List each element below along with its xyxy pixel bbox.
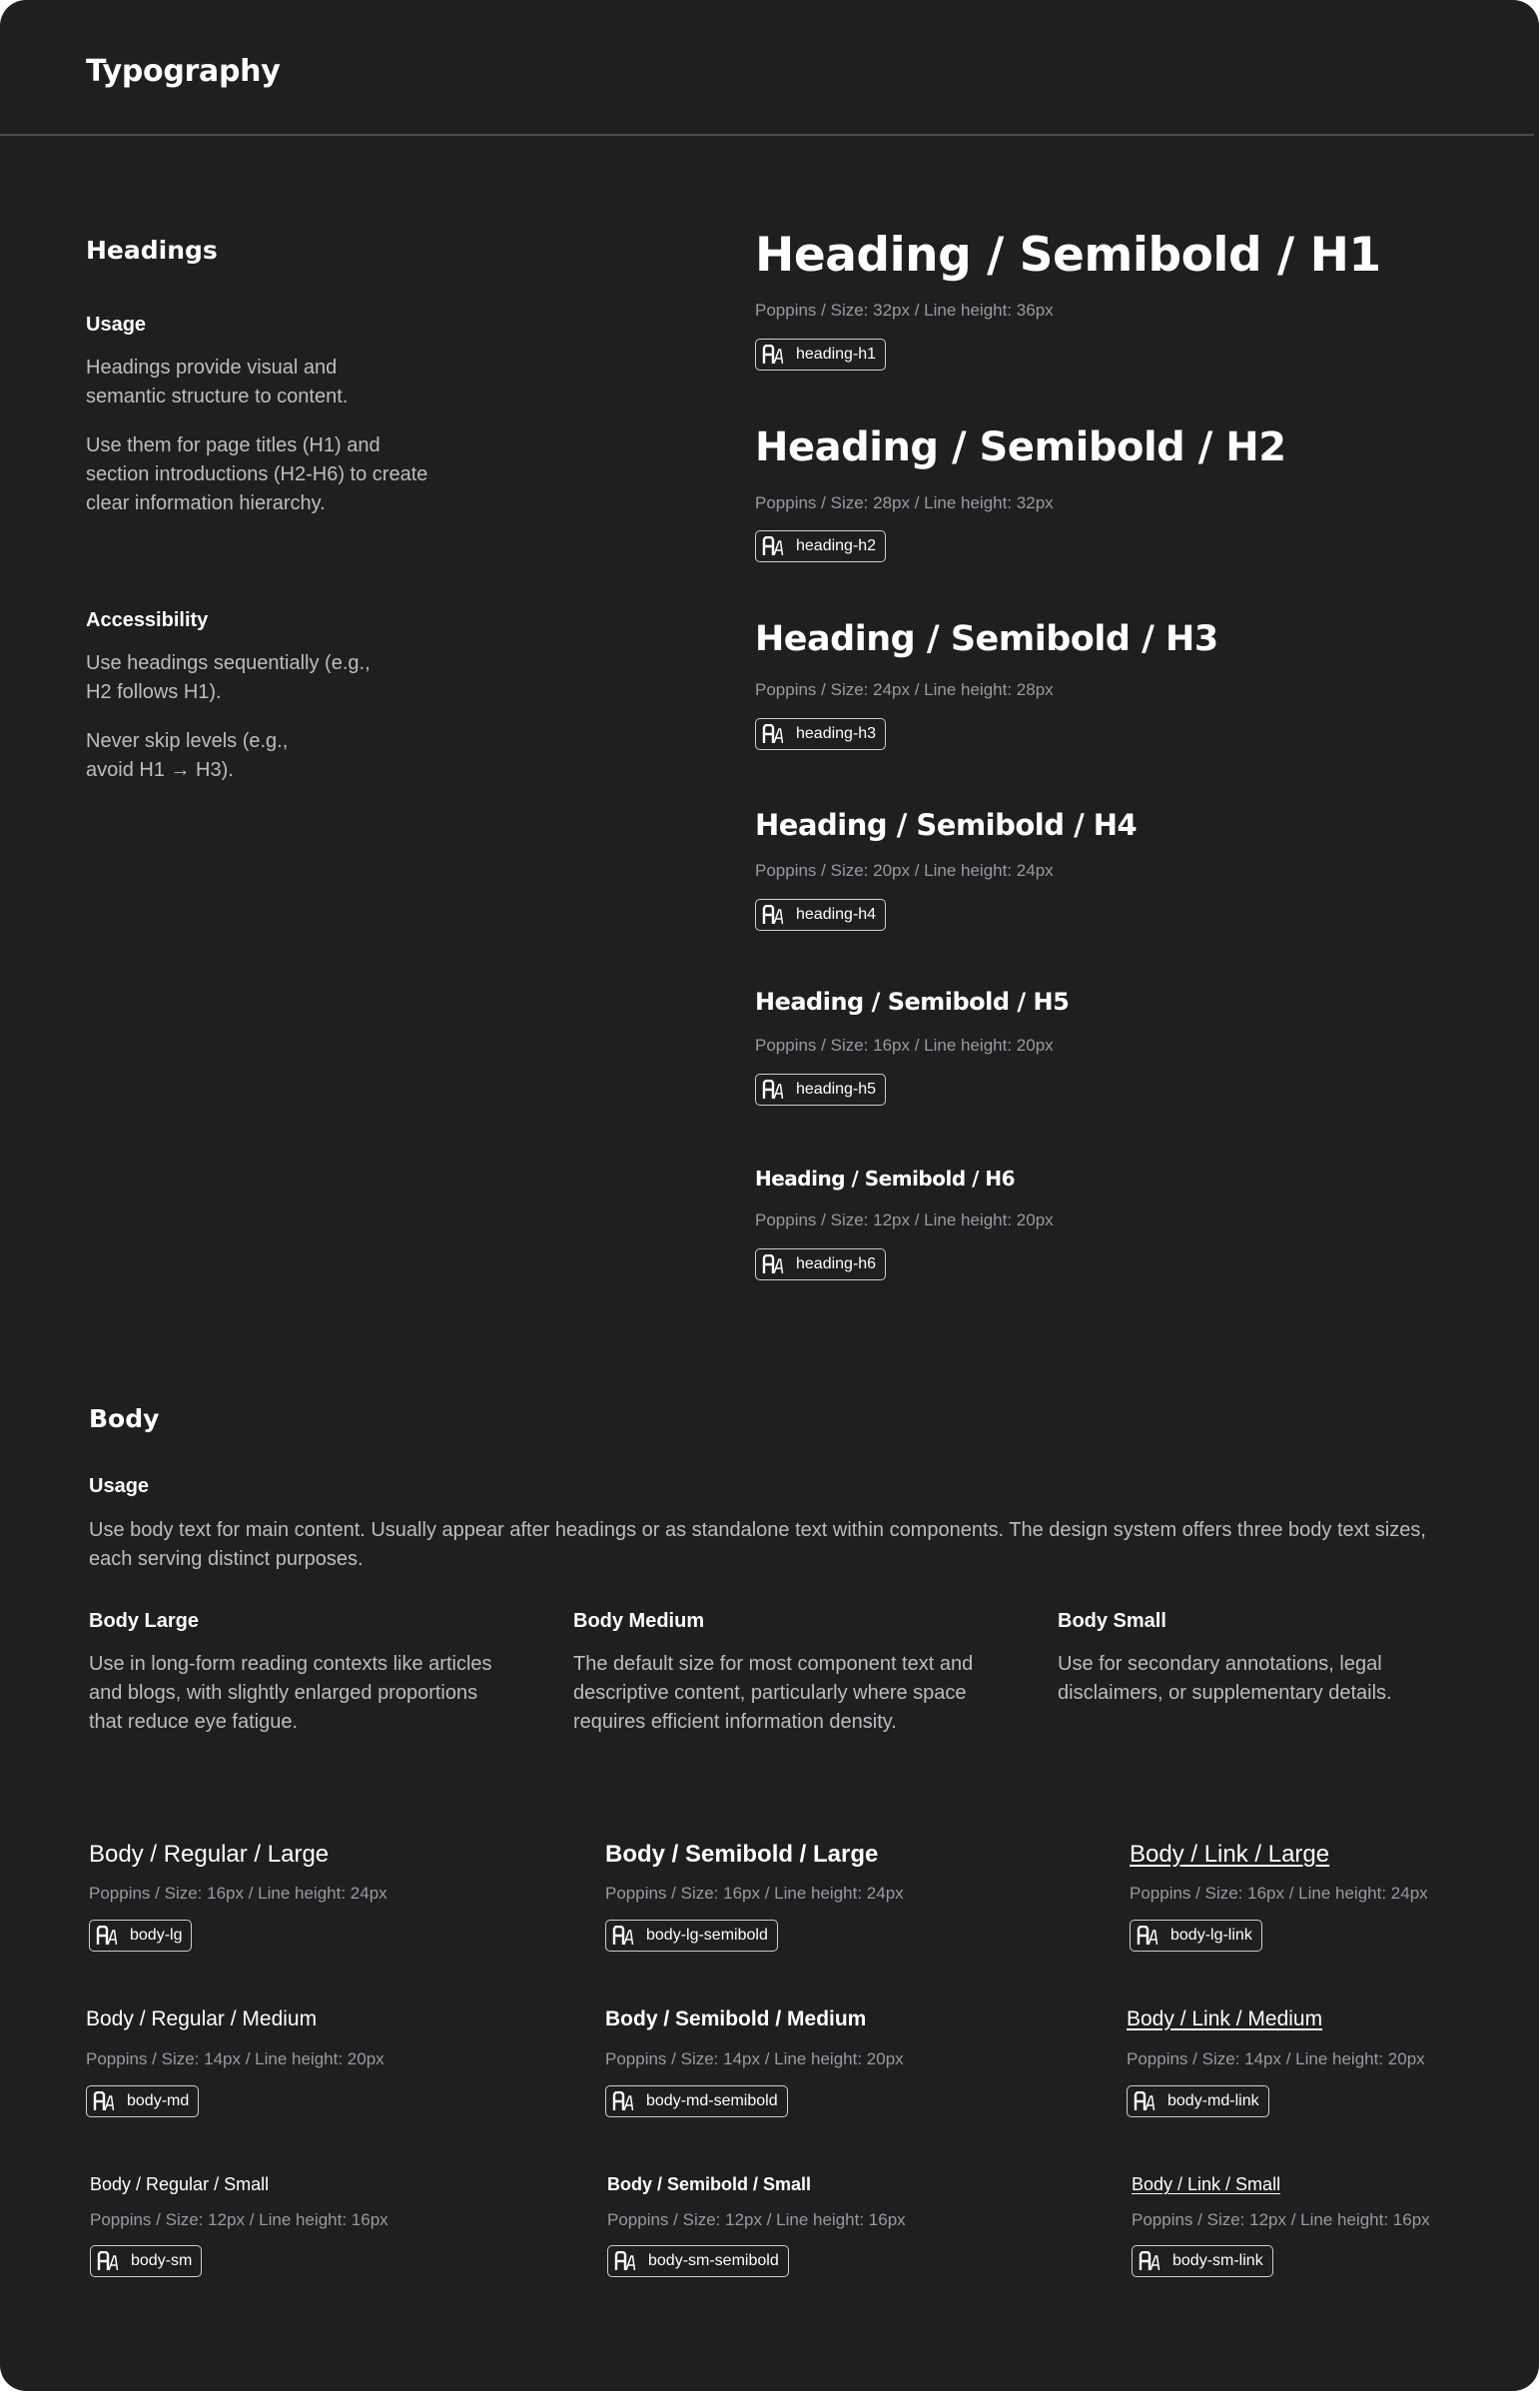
body-sm-link-sample[interactable]: Body / Link / Small [1132,2174,1281,2194]
body-usage-label: Usage [89,1475,150,1497]
headings-accessibility-label: Accessibility [86,609,209,631]
body-md-semibold-sample: Body / Semibold / Medium [605,2007,867,2030]
body-medium-desc: The default size for most component text and descriptive content, particularly where space requires efficient information density. [573,1653,974,1733]
body-sm-token [90,2245,202,2277]
text-style-icon [1139,2251,1160,2271]
body-md-link-sample[interactable]: Body / Link / Medium [1127,2007,1323,2030]
heading-h3-sample: Heading / Semibold / H3 [755,619,1218,659]
body-sm-sample: Body / Regular / Small [90,2174,270,2194]
heading-h6-token-label: heading-h6 [796,1255,877,1272]
body-section-title: Body [89,1404,160,1433]
heading-h3-spec: Poppins / Size: 24px / Line height: 28px [755,680,1054,699]
body-md-link-token [1127,2085,1269,2117]
body-md-spec: Poppins / Size: 14px / Line height: 20px [86,2049,385,2068]
headings-usage-label: Usage [86,314,147,336]
body-sm-semibold-token-label: body-sm-semibold [648,2252,779,2269]
heading-h4-token [755,899,886,931]
body-lg-semibold-sample: Body / Semibold / Large [605,1841,879,1868]
heading-h4-spec: Poppins / Size: 20px / Line height: 24px [755,861,1054,880]
body-lg-link-token [1130,1920,1262,1952]
body-md-link-spec: Poppins / Size: 14px / Line height: 20px [1127,2049,1425,2068]
body-small-desc: Use for secondary annotations, legal disclaimers, or supplementary details. [1058,1653,1392,1704]
body-lg-spec: Poppins / Size: 16px / Line height: 24px [89,1884,387,1903]
text-style-icon [762,905,784,925]
headings-usage-p1: Headings provide visual and semantic structure to content. [86,357,349,407]
heading-h6-spec: Poppins / Size: 12px / Line height: 20px [755,1210,1054,1229]
body-large-label: Body Large [89,1610,200,1632]
heading-h4-sample: Heading / Semibold / H4 [755,808,1138,842]
heading-h2-sample: Heading / Semibold / H2 [755,424,1286,470]
heading-h1-sample: Heading / Semibold / H1 [755,228,1381,283]
heading-h5-spec: Poppins / Size: 16px / Line height: 20px [755,1036,1054,1055]
headings-usage-p2: Use them for page titles (H1) and section introductions (H2-H6) to create clear information hierarchy. [86,434,428,514]
heading-h2-spec: Poppins / Size: 28px / Line height: 32px [755,493,1054,512]
body-lg-token [89,1920,192,1952]
body-sm-spec: Poppins / Size: 12px / Line height: 16px [90,2210,388,2229]
body-sm-link-token-label: body-sm-link [1172,2252,1263,2269]
text-style-icon [93,2091,115,2111]
heading-h5-sample: Heading / Semibold / H5 [755,988,1070,1016]
text-style-icon [762,536,784,556]
text-style-icon [1134,2091,1155,2111]
heading-h1-token [755,339,886,371]
heading-h6-token [755,1248,886,1280]
body-lg-link-spec: Poppins / Size: 16px / Line height: 24px [1130,1884,1428,1903]
body-lg-semibold-spec: Poppins / Size: 16px / Line height: 24px [605,1884,904,1903]
body-lg-link-sample[interactable]: Body / Link / Large [1130,1841,1330,1868]
body-md-semibold-spec: Poppins / Size: 14px / Line height: 20px [605,2049,904,2068]
heading-h1-spec: Poppins / Size: 32px / Line height: 36px [755,301,1054,320]
header-divider [0,134,1534,136]
heading-h3-token [755,718,886,750]
text-style-icon [612,1926,634,1946]
body-md-sample: Body / Regular / Medium [86,2007,318,2030]
heading-h5-token [755,1074,886,1106]
body-lg-sample: Body / Regular / Large [89,1841,330,1868]
headings-accessibility-p1: Use headings sequentially (e.g., H2 follows H1). [86,652,371,703]
text-style-icon [614,2251,636,2271]
text-style-icon [762,1254,784,1274]
heading-h2-token [755,530,886,562]
heading-h1-token-label: heading-h1 [796,346,877,363]
headings-section-title: Headings [86,236,218,265]
text-style-icon [1137,1926,1158,1946]
text-style-icon [762,345,784,365]
text-style-icon [96,1926,118,1946]
heading-h2-token-label: heading-h2 [796,537,877,554]
body-medium-label: Body Medium [573,1610,705,1632]
text-style-icon [762,724,784,744]
body-sm-semibold-token [607,2245,789,2277]
body-md-token-label: body-md [127,2092,190,2109]
body-md-semibold-token-label: body-md-semibold [646,2092,778,2109]
body-lg-semibold-token-label: body-lg-semibold [646,1927,768,1944]
body-sm-token-label: body-sm [131,2252,193,2269]
body-sm-link-token [1132,2245,1273,2277]
body-small-label: Body Small [1058,1610,1166,1632]
heading-h4-token-label: heading-h4 [796,906,877,923]
heading-h5-token-label: heading-h5 [796,1081,877,1098]
headings-accessibility-p2: Never skip levels (e.g., avoid H1 → H3). [86,730,289,781]
body-large-desc: Use in long-form reading contexts like articles and blogs, with slightly enlarged proportions that reduce eye fatigue. [89,1653,492,1733]
body-lg-semibold-token [605,1920,778,1952]
body-md-semibold-token [605,2085,788,2117]
body-sm-semibold-sample: Body / Semibold / Small [607,2174,812,2194]
text-style-icon [612,2091,634,2111]
text-style-icon [97,2251,119,2271]
body-lg-link-token-label: body-lg-link [1170,1927,1252,1944]
body-md-link-token-label: body-md-link [1167,2092,1259,2109]
heading-h3-token-label: heading-h3 [796,725,877,742]
body-lg-token-label: body-lg [130,1927,183,1944]
body-md-token [86,2085,199,2117]
text-style-icon [762,1080,784,1100]
body-sm-semibold-spec: Poppins / Size: 12px / Line height: 16px [607,2210,906,2229]
body-sm-link-spec: Poppins / Size: 12px / Line height: 16px [1132,2210,1430,2229]
heading-h6-sample: Heading / Semibold / H6 [755,1167,1016,1191]
body-usage-text: Use body text for main content. Usually appear after headings or as standalone text within components. The design system offers three body text sizes, each serving distinct purposes. [89,1519,1426,1570]
page-title: Typography [86,54,281,89]
